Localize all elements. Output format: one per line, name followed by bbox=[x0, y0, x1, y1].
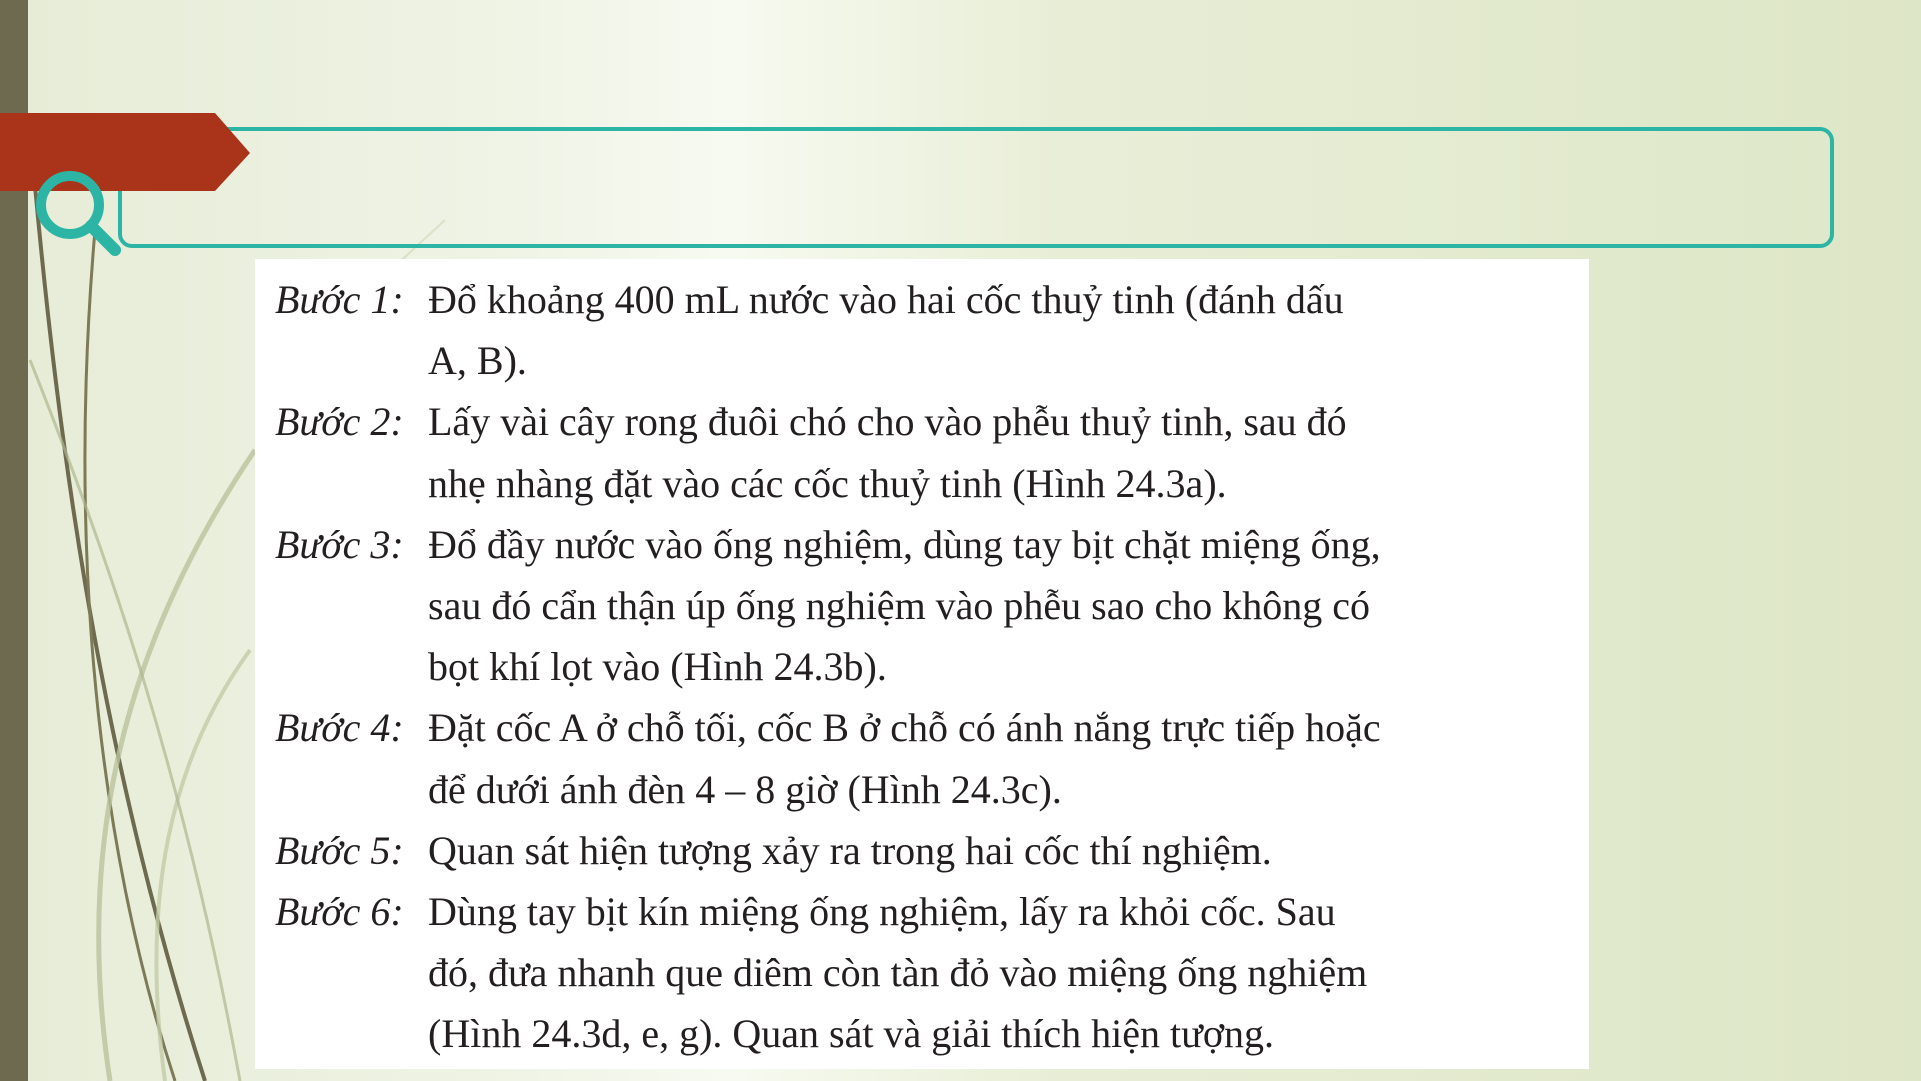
procedure-card bbox=[255, 259, 1589, 1069]
step-5 bbox=[275, 820, 1549, 881]
step-label: Bước 3: bbox=[275, 521, 404, 567]
step-text: để dưới ánh đèn 4 – 8 giờ (Hình 24.3c). bbox=[428, 766, 1062, 812]
step-label: Bước 4: bbox=[275, 705, 404, 751]
step-label: Bước 1: bbox=[275, 277, 404, 322]
step-text: Đổ khoảng 400 mL nước vào hai cốc thuỷ tinh (đánh dấu bbox=[428, 277, 1344, 322]
step-label: Bước 2: bbox=[275, 399, 404, 445]
step-text: Quan sát hiện tượng xảy ra trong hai cốc thí nghiệm. bbox=[428, 827, 1272, 873]
step-text: Đổ đầy nước vào ống nghiệm, dùng tay bịt chặt miệng ống, bbox=[428, 521, 1381, 567]
step-text: bọt khí lọt vào (Hình 24.3b). bbox=[428, 644, 887, 690]
step-2 bbox=[275, 391, 1549, 513]
step-label: Bước 5: bbox=[275, 827, 404, 873]
magnifier-icon bbox=[30, 165, 125, 260]
step-text: (Hình 24.3d, e, g). Quan sát và giải thích hiện tượng. bbox=[428, 1011, 1274, 1057]
step-4 bbox=[275, 697, 1549, 819]
step-text: Lấy vài cây rong đuôi chó cho vào phễu thuỷ tinh, sau đó bbox=[428, 399, 1347, 445]
step-6 bbox=[275, 881, 1549, 1065]
title-frame bbox=[118, 127, 1834, 248]
step-text: nhẹ nhàng đặt vào các cốc thuỷ tinh (Hình 24.3a). bbox=[428, 460, 1227, 506]
step-text: đó, đưa nhanh que diêm còn tàn đỏ vào miệng ống nghiệm bbox=[428, 950, 1368, 996]
step-3 bbox=[275, 514, 1549, 698]
step-text: sau đó cẩn thận úp ống nghiệm vào phễu sao cho không có bbox=[428, 583, 1371, 629]
step-label: Bước 6: bbox=[275, 889, 404, 935]
step-1 bbox=[275, 269, 1549, 391]
step-text: Đặt cốc A ở chỗ tối, cốc B ở chỗ có ánh nắng trực tiếp hoặc bbox=[428, 705, 1381, 751]
step-text: Dùng tay bịt kín miệng ống nghiệm, lấy ra khỏi cốc. Sau bbox=[428, 889, 1336, 935]
step-text: A, B). bbox=[428, 338, 527, 384]
